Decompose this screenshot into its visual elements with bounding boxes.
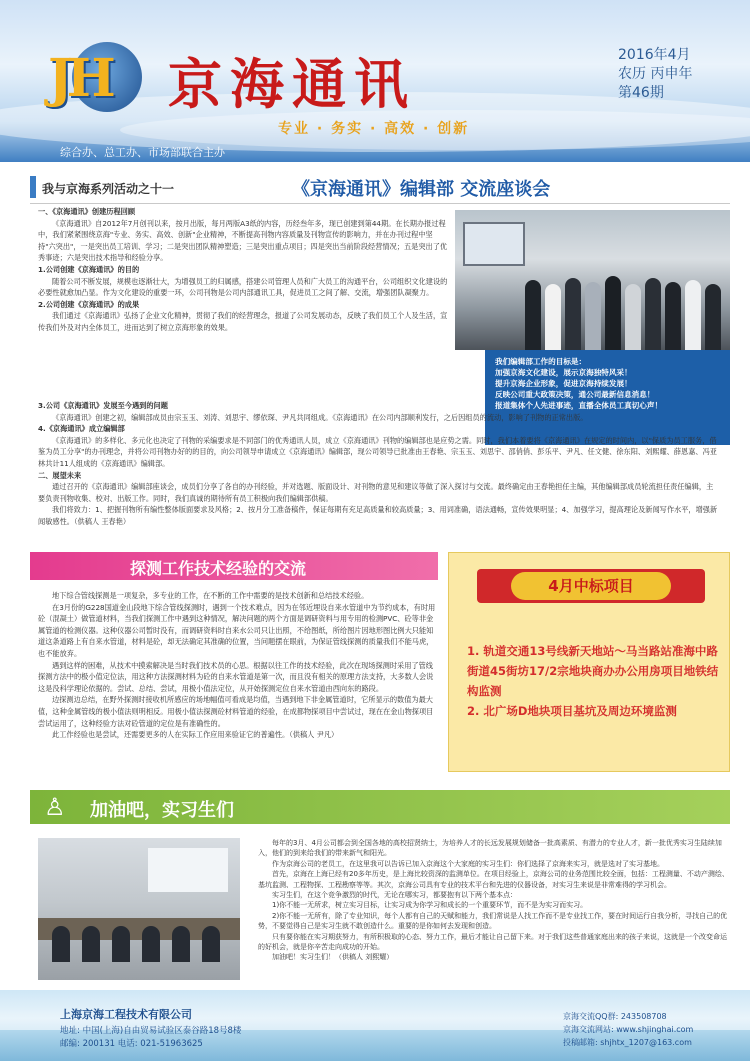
photo-person: [685, 280, 701, 350]
photo-person: [625, 284, 641, 350]
masthead-title: 京海通讯: [168, 52, 416, 116]
meeting-photo: [455, 210, 730, 350]
issue-number: 第46期: [618, 85, 664, 101]
article-paragraph: 遇到这样的困难，从技术中摸索解决是当时我们技术员的心思。根据以往工作的技术经验，此次在现场探测时采用了管线探测方法中的极小值定位法，用这种方法探测材料为砼的自来水管道是第一次，而且没有相关的原理方法支持，大多数人会说这是没科学理论依据的。尝试、总结、尝试，用极小值法定位，从开始探测定位自来水管道由西向东的路段。: [38, 660, 434, 693]
article-paragraph: 地下综合管线探测是一项复杂，多专业的工作，在不断的工作中需要的是技术创新和总结技术经验。: [52, 591, 369, 600]
goals-line: 我们编辑部工作的目标是：: [495, 357, 587, 366]
contact-info: [563, 1010, 693, 1049]
company-logo: [48, 40, 140, 120]
article-paragraph: 《京海通讯》的多样化、多元化也决定了刊物的采编要求是不同部门的优秀通讯人员，成立《京海通讯》刊物的编辑部也是应势之需。同时，我们本着要将《京海通讯》在规定的时间内，以"保质为员工服务，借鉴为员工分享"的办刊理念，并将公司刊物办好的的目的，向公司领导申请成立《京海通讯》编辑部，现公司领导已批准由王春艳、宗玉玉、刘思宇、邵俏俏、彭乐平、尹凡、任文健、徐东阳、刘熙耀、薛恩嘉、冯亚林共计11人组成的《京海通讯》编辑部。: [38, 435, 717, 468]
photo-person: [705, 284, 721, 350]
issue-date: 2016年4月: [618, 47, 691, 63]
article-subheading: 3.公司《京海通讯》发展至今遇到的问题: [38, 401, 168, 410]
photo-person: [142, 926, 160, 962]
series-tag: 我与京海系列活动之十一: [42, 182, 175, 196]
bids-box: [448, 552, 730, 772]
article-subheading: 1.公司创建《京海通讯》的目的: [38, 264, 140, 274]
photo-person: [172, 926, 190, 962]
bids-title-badge: [511, 572, 671, 600]
qq-group: 京海交流QQ群: 243508708: [563, 1012, 667, 1021]
photo-person: [112, 926, 130, 962]
logo-text: JH: [48, 48, 110, 109]
series-marker: [30, 176, 36, 198]
article-subheading: 2.公司创建《京海通讯》的成果: [38, 299, 140, 309]
photo-person: [565, 278, 581, 350]
article-paragraph: 首先，京海在上海已经有20多年历史，是上海比较资深的监测单位。在项目经验上，京海公司的业务范围比较全面，包括：工程测量、不动产测绘、基坑监测、工程物探、工程勘察等等。其次，京海公司具有专业的技术平台和先进的仪器设备，对实习生来说是非常难得的学习机会。: [258, 870, 729, 889]
photo-person: [665, 282, 681, 350]
goals-line: 报道集体个人先进事迹，直播全体员工真切心声！: [495, 401, 663, 410]
photo-person: [645, 278, 661, 350]
article-paragraph: 通过召开的《京海通讯》编辑部座谈会，成员们分享了各自的办刊经验，并对选题、版面设计、对刊物的意见和建议等做了深入探讨与交流。最终确定由王春艳担任主编，其他编辑部成员轮流担任责任编辑，主要负责刊物收集、校对、出版工作。同时，我们真诚的期待所有员工积极向我们编辑部供稿。: [38, 482, 714, 503]
article-paragraph: 加油吧！实习生们！（供稿人 刘熙耀）: [272, 953, 394, 962]
running-person-icon: ♙: [44, 793, 66, 821]
article-paragraph: 边探测边总结，在野外探测时接收机所感应的场地幅值可看成是均值，当遇到地下非金属管道时，它所显示的数值为最大值，这种金属管线的极小值法则明相反。用极小值法探测砼材料管道的经验，在成都物探项目中尝试过，现在在金山物探项目尝试运用了，这种经验方法对砼管道的定位是有准确性的。: [38, 695, 434, 728]
section2-banner: [30, 552, 438, 580]
issue-info: [618, 46, 692, 103]
goals-line: 反映公司重大政策决策，通公司最新信息消息！: [495, 390, 655, 399]
article-subheading: 4.《京海通讯》成立编辑部: [38, 424, 125, 434]
article-paragraph: 2)你不能一无所有，除了专业知识，每个人都有自己的天赋和能力，我们常说是人找工作而不是专业找工作，要在时间运行自我分析，寻找自己的优势，不要觉得自己是实习生就不敢创造什么。重要的是你如何去发现和创造。: [258, 911, 728, 931]
photo-person: [202, 926, 220, 962]
bid-item: 2. 北广场D地块项目基坑及周边环境监测: [467, 704, 677, 718]
projector-screen: [463, 222, 525, 266]
article-paragraph: 每年的3月、4月公司都会到全国各地的高校招贤纳士，为培养人才的长远发展规划储备一批高素质、有潜力的专业人才，新一批优秀实习生陆续加入，他们的到来给我们的带来新气和阳光。: [258, 839, 722, 858]
article-paragraph: 在3月份的G228国道金山段地下综合管线探测时，遇到一个技术难点，因为在邻近埋设自来水管道中为节约成本，有时用砼（混凝土）做管道材料，当我们探测工作中遇到这种情况，解决问题的两个方面是调研资料与用专用的检测PVC、砼等非金属管道的检测仪器。这种仪器公司暂时没有，而调研资料时自来水公司只让出照，不给图纸，所给图片因地形图比例大只能知道这条道路上有自来水管道，材料是砼，却无法确定其准确的位置，当问题摆在眼前，为保证管线探测的质量我们不能马虎，也不能放弃。: [38, 602, 436, 658]
website[interactable]: 京海交流网站: www.shjinghai.com: [563, 1025, 694, 1034]
article-paragraph: 《京海通讯》创建之初，编辑部成员由宗玉玉、刘涛、刘思宇、缪依琛、尹凡共同组成。《京海通讯》在公司内部顺利发行，之后因组员的流动，影响了刊物的正常出版。: [52, 412, 588, 422]
section2-title: 探测工作技术经验的交流: [130, 559, 307, 578]
section1-title-row: [30, 170, 730, 204]
photo-window: [148, 848, 228, 892]
article-paragraph: 《京海通讯》自2012年7月创刊以来，按月出版，每月两版A3纸的内容，历经叁年多，现已创建到第44期。在长期办报过程中，我们紧紧围绕京海"专业、务实、高效、创新"企业精神，不断提高刊物内容质量及刊物宣传的影响力，并在办刊过程中坚持"六突出"，一是突出员工培训、学习；二是突出团队精神塑造；三是突出重点项目；四是突出当前阶段经营情况；五是突出了优秀事迹；六是突出技术指导和经验分享。: [38, 218, 448, 263]
zip-phone-line: 邮编: 200131 电话: 021-51963625: [60, 1039, 203, 1049]
interns-photo: [38, 838, 240, 980]
section3-title: 加油吧，实习生们: [90, 800, 234, 821]
article-paragraph: 实习生们，在这个竞争激烈的时代，无论在哪实习，都要抱有以下两个基本点：: [272, 891, 517, 900]
section3-banner: [30, 790, 730, 824]
submission-email[interactable]: 投稿邮箱: shjhtx_1207@163.com: [563, 1038, 692, 1047]
article-subheading: 二、展望未来: [38, 470, 82, 480]
article-paragraph: 此工作经验也是尝试，还需要更多的人在实际工作应用来验证它的普遍性。（供稿人 尹凡）: [52, 730, 339, 740]
article-paragraph: 1)你不能一无所求，树立实习目标，让实习成为你学习和成长的一个重要环节，而不是为实习而实习。: [272, 901, 588, 910]
article-subheading: 一、《京海通讯》创建历程回顾: [38, 207, 136, 216]
article-paragraph: 作为京海公司的老员工，在这里我可以告诉已加入京海这个大家庭的实习生们：你们选择了京海来实习，就是选对了实习基地。: [272, 859, 664, 868]
issue-lunar-date: 农历 丙申年: [618, 66, 693, 82]
article-paragraph: 我们通过《京海通讯》弘扬了企业文化精神，贯彻了我们的经营理念，报道了公司发展动态，反映了我们员工个人及生活，宣传我们外及对内全体员工，进而达到了树立京海形象的效果。: [38, 311, 448, 332]
goals-line: 加强京海文化建设，展示京海独特风采！: [495, 368, 632, 377]
photo-person: [52, 926, 70, 962]
article-paragraph: 只有要你能在实习期获努力，有所积极取的心态、努力工作，最后才能让自己留下来。对于我们这些普通家庭出来的孩子来说，这就是一个改变命运的好机会，就是你辛苦走向成功的开始。: [258, 932, 727, 952]
section3-article: [258, 838, 730, 963]
company-name: 上海京海工程技术有限公司: [60, 1008, 192, 1021]
bids-ribbon: [477, 569, 705, 603]
bid-item: 1. 轨道交通13号线新天地站～马当路站准海中路街道45街坊17/2宗地块商办办公用房项目地铁结构监测: [467, 644, 719, 698]
photo-person: [605, 276, 621, 350]
photo-person: [585, 282, 601, 350]
header-banner: [0, 0, 750, 162]
photo-person: [82, 926, 100, 962]
bids-list: [467, 641, 723, 721]
section1-article-continued: [38, 400, 720, 528]
sponsor-line: 综合办、总工办、市场部联合主办: [60, 146, 225, 159]
bids-title: 4月中标项目: [548, 577, 634, 595]
section2-article: [38, 590, 438, 741]
section1-title: 《京海通讯》编辑部 交流座谈会: [292, 179, 551, 200]
photo-person: [525, 280, 541, 350]
slogan: 专业 · 务实 · 高效 · 创新: [278, 121, 470, 137]
company-address: [60, 1025, 241, 1051]
article-paragraph: 我们将致力：1、把握刊物所有编性整体版面要求及风格；2、按月分工准备稿件，保证每期有充足高质量和较高质量；3、用词准确，语法通畅，宣传效果明显；4、加强学习，提高理论及新闻写作水平，增强新闻敏感性。（供稿人 王春艳）: [38, 505, 718, 526]
address-line: 地址: 中国(上海)自由贸易试验区泰谷路18号8楼: [60, 1026, 242, 1036]
goals-line: 提升京海企业形象，促进京海持续发展！: [495, 379, 632, 388]
section1-article: [38, 206, 450, 334]
photo-person: [545, 284, 561, 350]
article-paragraph: 随着公司不断发展，规模也逐渐壮大，为增强员工的归属感，搭建公司管理人员和广大员工的沟通平台，公司组织文化建设的必要性就愈加凸显。作为文化建设的重要一环，公司刊物是公司内部通讯工具，促进员工之间了解、交流，增强团队凝聚力。: [38, 276, 448, 298]
